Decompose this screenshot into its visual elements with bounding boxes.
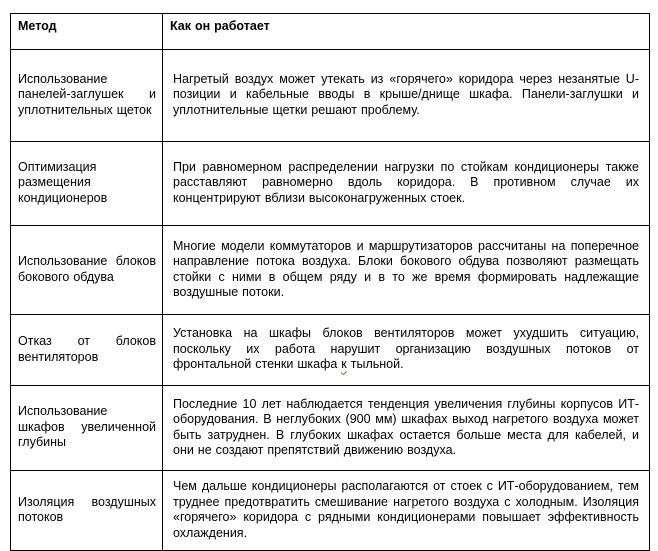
table-row (11, 49, 650, 141)
table-header-row (11, 14, 650, 50)
how-cell: Последние 10 лет наблюдается тенденция увеличения глубины корпусов ИТ-оборудования. В неглубоких (900 мм) шкафах выход нагретого воздуха может быть затруднен. В глубоких шкафах остается больше места для кабелей, и они не создают препятствий движению воздуха. (163, 385, 650, 470)
spellcheck-underlined-word: к (341, 357, 347, 372)
method-cell: Изоляция воздушных потоков (11, 470, 163, 550)
method-cell: Использование блоков бокового обдува (11, 225, 163, 314)
header-cell-method: Метод (11, 14, 163, 50)
method-cell: Использование шкафов увеличенной глубины (11, 385, 163, 470)
header-cell-how: Как он работает (163, 14, 650, 50)
table-row (11, 225, 650, 314)
table-row (11, 470, 650, 550)
table-row (11, 141, 650, 225)
how-cell: Нагретый воздух может утекать из «горячего» коридора через незанятые U-позиции и кабельные вводы в крыше/днище шкафа. Панели-заглушки и уплотнительные щетки решают проблему. (163, 49, 650, 141)
method-cell: Использование панелей-заглушек и уплотнительных щеток (11, 49, 163, 141)
how-cell: Многие модели коммутаторов и маршрутизаторов рассчитаны на поперечное направление потока воздуха. Блоки бокового обдува позволяют размещать стойки с ними в общем ряду и в то же время формировать надлежащие воздушные потоки. (163, 225, 650, 314)
table-row (11, 385, 650, 470)
how-text-part: Установка на шкафы блоков вентиляторов может ухудшить ситуацию, поскольку их работа нарушит организацию воздушных потоков от фронтальной стенки шкафа (173, 326, 639, 372)
method-cell: Оптимизация размещения кондиционеров (11, 141, 163, 225)
methods-table (10, 13, 650, 551)
how-cell: Чем дальше кондиционеры располагаются от стоек с ИТ-оборудованием, тем труднее предотвратить смешивание нагретого воздуха с холодным. Изоляция «горячего» коридора с рядными кондиционерами повышает эффективность охлаждения. (163, 470, 650, 550)
how-text-part: тыльной. (346, 357, 404, 372)
how-cell: При равномерном распределении нагрузки по стойкам кондиционеры также расставляют равномерно вдоль коридора. В противном случае их концентрируют вблизи высоконагруженных стоек. (163, 141, 650, 225)
document-table-region (10, 13, 649, 551)
table-row (11, 314, 650, 385)
method-cell: Отказ от блоков вентиляторов (11, 314, 163, 385)
how-cell (163, 314, 650, 385)
